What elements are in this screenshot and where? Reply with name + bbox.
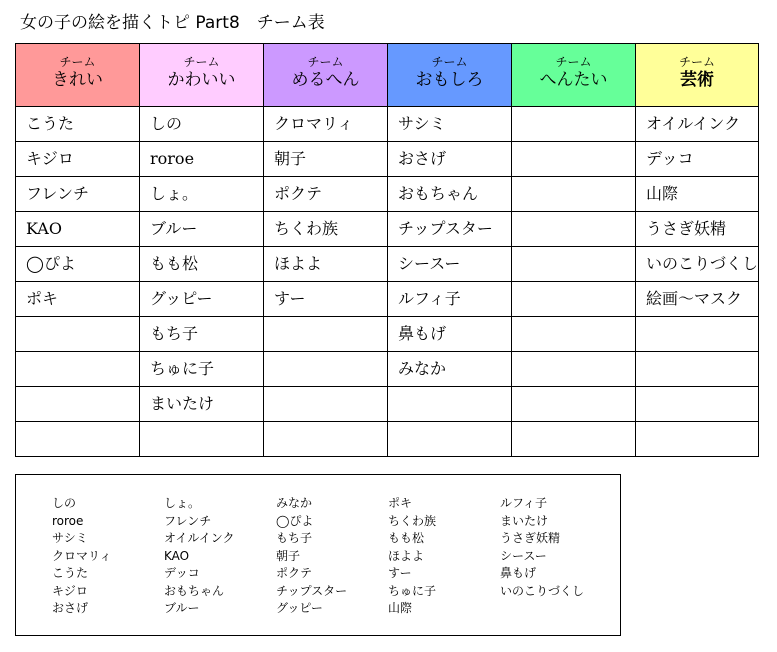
roster-name: ちゅに子: [388, 583, 437, 598]
roster-name: デッコ: [164, 566, 200, 580]
roster-name: おもちゃん: [164, 583, 225, 598]
team-prefix: チーム: [307, 55, 344, 69]
page-title: 女の子の絵を描くトピ Part8 チーム表: [20, 13, 325, 33]
member-cell: ブルー: [140, 212, 263, 247]
member-cell: ポキ: [16, 282, 139, 317]
member-cell: [512, 422, 635, 457]
team-prefix: チーム: [59, 55, 96, 69]
team-header: [140, 43, 263, 107]
team-header: [512, 43, 635, 107]
member-cell: うさぎ妖精: [636, 212, 758, 247]
roster-name: いのこりづくし: [500, 583, 585, 598]
team-name: 芸術: [680, 70, 714, 90]
member-cell: 朝子: [264, 142, 387, 177]
team-column: [263, 43, 387, 457]
roster-name: みなか: [276, 496, 313, 510]
member-cell: [16, 422, 139, 457]
member-cell: [636, 422, 758, 457]
team-table: [15, 43, 759, 457]
member-cell: [636, 352, 758, 387]
member-cell: [636, 387, 758, 422]
roster-name: しの: [52, 496, 77, 510]
member-cell: 山際: [636, 177, 758, 212]
member-cell: すー: [264, 282, 387, 317]
roster-name: オイルインク: [164, 531, 235, 545]
member-roster: [15, 474, 621, 636]
roster-name: うさぎ妖精: [500, 531, 561, 545]
member-cell: ポクテ: [264, 177, 387, 212]
member-cell: おもちゃん: [388, 177, 511, 212]
team-column: [15, 43, 139, 457]
roster-name: 山際: [388, 601, 413, 615]
team-column: [635, 43, 759, 457]
roster-name: ポキ: [388, 496, 413, 510]
roster-name: roroe: [52, 513, 84, 528]
member-cell: [512, 387, 635, 422]
roster-name: もも松: [388, 531, 425, 545]
roster-column: [388, 475, 500, 635]
member-cell: [512, 352, 635, 387]
team-column: [387, 43, 511, 457]
roster-name: こうた: [52, 566, 89, 580]
member-cell: ちくわ族: [264, 212, 387, 247]
team-header: [16, 43, 139, 107]
roster-name: KAO: [164, 548, 190, 563]
team-header: [264, 43, 387, 107]
member-cell: [264, 352, 387, 387]
roster-name: まいたけ: [500, 513, 549, 528]
team-column: [511, 43, 635, 457]
roster-name: グッピー: [276, 601, 323, 615]
member-cell: [512, 247, 635, 282]
member-cell: ◯ぴよ: [16, 247, 139, 282]
roster-name: 朝子: [276, 548, 301, 563]
roster-name: 鼻もげ: [500, 566, 537, 580]
member-cell: [512, 282, 635, 317]
member-cell: しょ。: [140, 177, 263, 212]
member-cell: [140, 422, 263, 457]
roster-column: [276, 475, 388, 635]
roster-name: ポクテ: [276, 566, 313, 580]
team-prefix: チーム: [183, 55, 220, 69]
member-cell: [636, 317, 758, 352]
member-cell: グッピー: [140, 282, 263, 317]
member-cell: サシミ: [388, 107, 511, 142]
team-name: へんたい: [539, 70, 608, 90]
member-cell: おさげ: [388, 142, 511, 177]
roster-name: ◯ぴよ: [276, 513, 314, 528]
member-cell: シースー: [388, 247, 511, 282]
team-header: [636, 43, 758, 107]
member-cell: チップスター: [388, 212, 511, 247]
team-name: きれい: [52, 70, 103, 90]
member-cell: ほよよ: [264, 247, 387, 282]
team-header: [388, 43, 511, 107]
member-cell: [388, 422, 511, 457]
roster-name: ルフィ子: [500, 496, 548, 510]
member-cell: [264, 317, 387, 352]
roster-name: キジロ: [52, 583, 88, 598]
roster-name: クロマリィ: [52, 548, 112, 563]
member-cell: [512, 177, 635, 212]
member-cell: [512, 142, 635, 177]
roster-name: チップスター: [276, 583, 348, 598]
member-cell: こうた: [16, 107, 139, 142]
roster-name: すー: [388, 566, 412, 580]
roster-name: サシミ: [52, 531, 88, 545]
member-cell: フレンチ: [16, 177, 139, 212]
member-cell: [264, 422, 387, 457]
roster-name: ブルー: [164, 601, 200, 615]
roster-name: ちくわ族: [388, 513, 437, 528]
team-name: おもしろ: [415, 70, 484, 90]
member-cell: 絵画～マスク: [636, 282, 758, 317]
member-cell: [388, 387, 511, 422]
member-cell: roroe: [140, 142, 263, 177]
team-prefix: チーム: [678, 55, 715, 69]
member-cell: [16, 352, 139, 387]
roster-name: ほよよ: [388, 548, 425, 563]
member-cell: [16, 317, 139, 352]
member-cell: 鼻もげ: [388, 317, 511, 352]
member-cell: [512, 317, 635, 352]
member-cell: [512, 212, 635, 247]
roster-name: もち子: [276, 531, 313, 545]
roster-column: [52, 475, 164, 635]
roster-column: [164, 475, 276, 635]
member-cell: まいたけ: [140, 387, 263, 422]
member-cell: もも松: [140, 247, 263, 282]
team-name: かわいい: [167, 70, 236, 90]
roster-name: フレンチ: [164, 513, 212, 528]
member-cell: オイルインク: [636, 107, 758, 142]
member-cell: デッコ: [636, 142, 758, 177]
member-cell: キジロ: [16, 142, 139, 177]
member-cell: [16, 387, 139, 422]
member-cell: みなか: [388, 352, 511, 387]
team-name: めるへん: [291, 70, 360, 90]
team-prefix: チーム: [555, 55, 592, 69]
roster-column: [500, 475, 612, 635]
team-column: [139, 43, 263, 457]
member-cell: [264, 387, 387, 422]
roster-name: おさげ: [52, 601, 89, 615]
roster-name: シースー: [500, 548, 547, 563]
member-cell: もち子: [140, 317, 263, 352]
member-cell: クロマリィ: [264, 107, 387, 142]
member-cell: ちゅに子: [140, 352, 263, 387]
member-cell: しの: [140, 107, 263, 142]
member-cell: [512, 107, 635, 142]
member-cell: いのこりづくし: [636, 247, 758, 282]
member-cell: KAO: [16, 212, 139, 247]
team-prefix: チーム: [431, 55, 468, 69]
member-cell: ルフィ子: [388, 282, 511, 317]
roster-name: しょ。: [164, 496, 201, 510]
